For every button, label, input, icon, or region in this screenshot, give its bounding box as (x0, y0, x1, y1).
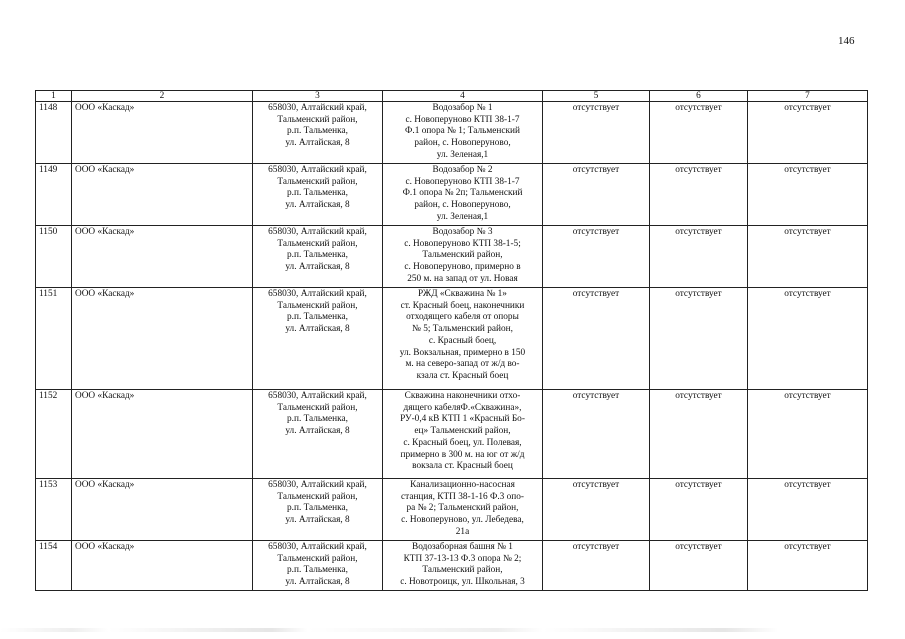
object-location-cell-line: отходящего кабеля от опоры (406, 312, 519, 323)
column-number-2: 2 (72, 91, 253, 102)
object-location-cell (383, 479, 543, 541)
row-number-cell: 1152 (36, 390, 72, 479)
status-cell-6: отсутствует (650, 541, 748, 591)
address-cell-line: ул. Алтайская, 8 (285, 577, 350, 588)
object-location-cell-line: с. Красный боец, ул. Полевая, (403, 437, 522, 448)
object-location-cell-line: м. на северо-запад от ж/д во- (405, 359, 520, 370)
table-row (36, 226, 868, 288)
status-cell-6: отсутствует (650, 288, 748, 390)
object-location-cell-line: с. Новоперуново КТП 38-1-5; (404, 238, 521, 249)
address-cell-line: Тальменский район, (277, 176, 358, 187)
object-location-cell-line: Ф.1 опора № 2п; Тальменский (402, 188, 523, 199)
address-cell-line: ул. Алтайская, 8 (285, 200, 350, 211)
status-cell-5: отсутствует (543, 541, 650, 591)
object-location-cell-line: примерно в 300 м. на юг от ж/д (400, 449, 525, 460)
table-row (36, 479, 868, 541)
address-cell-line: Тальменский район, (277, 402, 358, 413)
address-cell-line: 658030, Алтайский край, (268, 391, 367, 401)
address-cell-line: ул. Алтайская, 8 (285, 138, 350, 149)
object-location-cell-line: ул. Зеленая,1 (436, 149, 489, 160)
scan-edge-artifact (0, 628, 905, 632)
table-body (36, 102, 868, 591)
status-cell-5: отсутствует (543, 390, 650, 479)
object-location-cell-line: РЖД «Скважина № 1» (418, 289, 507, 299)
organization-cell: ООО «Каскад» (72, 479, 253, 541)
object-location-cell (383, 541, 543, 591)
column-number-3: 3 (253, 91, 383, 102)
address-cell-line: р.п. Тальменка, (287, 312, 348, 323)
status-cell-7: отсутствует (748, 288, 868, 390)
address-cell-line: 658030, Алтайский край, (268, 542, 367, 552)
address-cell-line: р.п. Тальменка, (287, 188, 348, 199)
status-cell-7: отсутствует (748, 479, 868, 541)
object-location-cell (383, 390, 543, 479)
object-location-cell-line: Скважина наконечники отхо- (404, 391, 521, 401)
table-row (36, 390, 868, 479)
status-cell-7: отсутствует (748, 102, 868, 164)
organization-cell: ООО «Каскад» (72, 164, 253, 226)
address-cell-line: 658030, Алтайский край, (268, 103, 367, 113)
object-location-cell-line: ра № 2; Тальменский район, (406, 503, 519, 514)
organization-cell: ООО «Каскад» (72, 541, 253, 591)
status-cell-6: отсутствует (650, 102, 748, 164)
table-row (36, 288, 868, 390)
status-cell-5: отсутствует (543, 102, 650, 164)
page-number: 146 (838, 35, 855, 47)
object-location-cell-line: ец» Тальменский район, (414, 426, 511, 437)
address-cell-line: Тальменский район, (277, 491, 358, 502)
object-location-cell (383, 226, 543, 288)
address-cell-line: Тальменский район, (277, 114, 358, 125)
object-location-cell-line: Водозабор № 3 (432, 227, 493, 237)
table-row (36, 102, 868, 164)
object-location-cell-line: с. Новоперуново КТП 38-1-7 (405, 176, 520, 187)
object-location-cell-line: вокзала ст. Красный боец (412, 461, 513, 472)
object-location-cell-line: Тальменский район, (422, 250, 503, 261)
object-location-cell-line: с. Новоперуново, примерно в (404, 262, 521, 273)
status-cell-7: отсутствует (748, 226, 868, 288)
organization-cell: ООО «Каскад» (72, 226, 253, 288)
address-cell (253, 479, 383, 541)
address-cell-line: ул. Алтайская, 8 (285, 324, 350, 335)
address-cell (253, 390, 383, 479)
organization-cell: ООО «Каскад» (72, 390, 253, 479)
object-location-cell-line: Водозабор № 1 (432, 103, 493, 113)
object-location-cell-line: ул. Зеленая,1 (436, 211, 489, 222)
address-cell-line: ул. Алтайская, 8 (285, 426, 350, 437)
status-cell-5: отсутствует (543, 288, 650, 390)
status-cell-5: отсутствует (543, 164, 650, 226)
column-number-6: 6 (650, 91, 748, 102)
status-cell-7: отсутствует (748, 390, 868, 479)
status-cell-5: отсутствует (543, 479, 650, 541)
address-cell (253, 226, 383, 288)
object-location-cell-line: Канализационно-насосная (410, 480, 515, 490)
object-location-cell-line: ст. Красный боец, наконечники (400, 300, 525, 311)
table-row (36, 541, 868, 591)
address-cell-line: 658030, Алтайский край, (268, 227, 367, 237)
object-location-cell-line: Водозабор № 2 (432, 165, 493, 175)
object-location-cell-line: с. Новоперуново, ул. Лебедева, (401, 515, 524, 526)
column-number-5: 5 (543, 91, 650, 102)
address-cell-line: 658030, Алтайский край, (268, 289, 367, 299)
object-location-cell-line: с. Новоперуново КТП 38-1-7 (405, 114, 520, 125)
address-cell-line: р.п. Тальменка, (287, 414, 348, 425)
object-location-cell-line: 21а (455, 526, 470, 537)
table-row (36, 164, 868, 226)
object-location-cell-line: Ф.1 опора № 1; Тальменский (405, 126, 520, 137)
object-location-cell-line: станция, КТП 38-1-16 Ф.3 опо- (401, 491, 524, 502)
address-cell-line: р.п. Тальменка, (287, 565, 348, 576)
object-location-cell-line: РУ-0,4 кВ КТП 1 «Красный Бо- (400, 414, 525, 425)
row-number-cell: 1154 (36, 541, 72, 591)
address-cell-line: ул. Алтайская, 8 (285, 515, 350, 526)
object-location-cell-line: район, с. Новоперуново, (414, 138, 511, 149)
status-cell-6: отсутствует (650, 164, 748, 226)
row-number-cell: 1153 (36, 479, 72, 541)
organization-cell: ООО «Каскад» (72, 102, 253, 164)
address-cell-line: Тальменский район, (277, 553, 358, 564)
address-cell-line: 658030, Алтайский край, (268, 480, 367, 490)
object-location-cell (383, 102, 543, 164)
status-cell-6: отсутствует (650, 390, 748, 479)
address-cell-line: 658030, Алтайский край, (268, 165, 367, 175)
address-cell (253, 164, 383, 226)
object-location-cell-line: район, с. Новоперуново, (414, 200, 511, 211)
status-cell-6: отсутствует (650, 479, 748, 541)
object-location-cell-line: кзала ст. Красный боец (416, 370, 509, 381)
address-cell-line: ул. Алтайская, 8 (285, 262, 350, 273)
column-number-row (36, 91, 868, 102)
column-number-7: 7 (748, 91, 868, 102)
address-cell-line: Тальменский район, (277, 238, 358, 249)
address-cell (253, 288, 383, 390)
row-number-cell: 1150 (36, 226, 72, 288)
object-location-cell-line: Водозаборная башня № 1 (412, 542, 513, 552)
status-cell-7: отсутствует (748, 541, 868, 591)
object-location-cell-line: 250 м. на запад от ул. Новая (407, 273, 518, 284)
address-cell-line: Тальменский район, (277, 300, 358, 311)
row-number-cell: 1151 (36, 288, 72, 390)
address-cell-line: р.п. Тальменка, (287, 250, 348, 261)
address-cell-line: р.п. Тальменка, (287, 503, 348, 514)
object-location-cell-line: № 5; Тальменский район, (412, 324, 513, 335)
column-number-4: 4 (383, 91, 543, 102)
object-location-cell-line: КТП 37-13-13 Ф.3 опора № 2; (403, 553, 522, 564)
address-cell (253, 541, 383, 591)
object-location-cell (383, 164, 543, 226)
status-cell-5: отсутствует (543, 226, 650, 288)
organization-cell: ООО «Каскад» (72, 288, 253, 390)
object-location-cell-line: ул. Вокзальная, примерно в 150 (399, 347, 526, 358)
address-cell-line: р.п. Тальменка, (287, 126, 348, 137)
address-cell (253, 102, 383, 164)
object-location-cell (383, 288, 543, 390)
object-location-cell-line: с. Красный боец, (428, 335, 497, 346)
object-location-cell-line: Тальменский район, (422, 565, 503, 576)
object-location-cell-line: с. Новотроицк, ул. Школьная, 3 (400, 577, 525, 588)
status-cell-6: отсутствует (650, 226, 748, 288)
row-number-cell: 1148 (36, 102, 72, 164)
status-cell-7: отсутствует (748, 164, 868, 226)
column-number-1: 1 (36, 91, 72, 102)
object-location-cell-line: дящего кабеляФ.«Скважина», (403, 402, 522, 413)
row-number-cell: 1149 (36, 164, 72, 226)
registry-table (35, 90, 868, 591)
